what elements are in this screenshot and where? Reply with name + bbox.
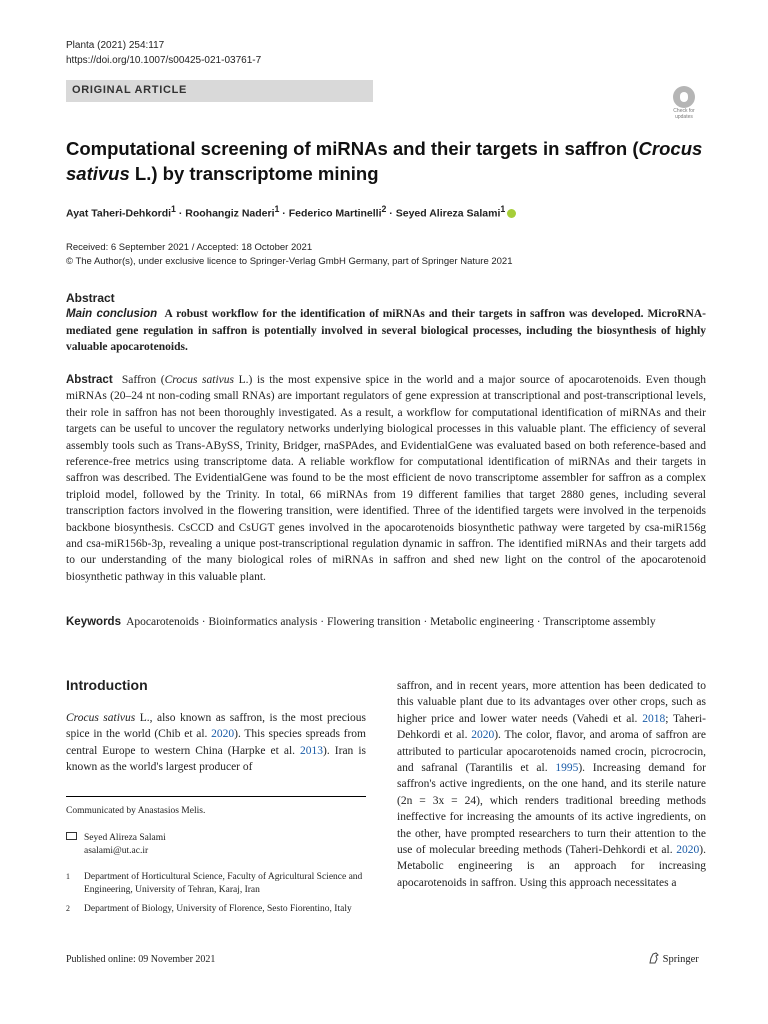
published-online: Published online: 09 November 2021 xyxy=(66,954,216,965)
publisher-name: Springer xyxy=(662,954,699,965)
author-list: Ayat Taheri-Dehkordi$^1$ · Roohangiz Naderi$^1$ · Federico Martinelli$^2$ · Seyed Alireza Salami$^1$ xyxy=(66,204,516,220)
corresponding-name: Seyed Alireza Salami xyxy=(84,833,166,843)
author-name[interactable]: Roohangiz Naderi xyxy=(185,207,275,220)
corresponding-email[interactable]: asalami@ut.ac.ir xyxy=(84,846,149,856)
keywords-label: Keywords xyxy=(66,616,121,628)
copyright-line: © The Author(s), under exclusive licence to Springer-Verlag GmbH Germany, part of Springer Nature 2021 xyxy=(66,256,513,267)
abstract-heading: Abstract xyxy=(66,291,115,305)
citation-link[interactable]: 2018 xyxy=(642,712,666,725)
orcid-icon[interactable] xyxy=(507,209,516,218)
affiliation-number: 2 xyxy=(66,904,70,913)
citation-link[interactable]: 1995 xyxy=(555,762,579,775)
citation-link[interactable]: 2020 xyxy=(211,728,235,741)
communicated-by: Communicated by Anastasios Melis. xyxy=(66,806,206,816)
author-name[interactable]: Seyed Alireza Salami xyxy=(395,207,501,220)
received-accepted: Received: 6 September 2021 / Accepted: 18 October 2021 xyxy=(66,242,313,253)
affiliation-2: Department of Biology, University of Florence, Sesto Fiorentino, Italy xyxy=(84,904,352,914)
main-conclusion: Main conclusion A robust workflow for the identification of miRNAs and their targets in saffron was developed. MicroRNA-mediated gene regulation in saffron is potentially involved in several biological processes, including the biosynthesis of highly valuable apocarotenoids. xyxy=(66,308,706,353)
abstract-body: Abstract Saffron (Crocus sativus L.) is the most expensive spice in the world and a major source of apocarotenoids. Even though miRNAs (20–24 nt non-coding small RNAs) are important regulators of gene expression at transcriptional and post-transcriptional levels, their role in saffron has not been thoroughly investigated. As a result, a workflow for computational identification of miRNAs and their targets can be useful to uncover the regulatory networks underlying biological processes in this valuable plant. The efficiency of several assembly tools such as Trans-ABySS, Trinity, Bridger, rnaSPAdes, and EvidentialGene was evaluated based on both reference-based and reference-free metrics using transcriptome data. A reliable workflow for computational identification of miRNAs and their targets in saffron was described. The EvidentialGene was found to be the most efficient de novo transcriptome assembler for saffron as a complex triploid model, followed by the Trinity. In total, 66 miRNAs from 19 different families that target 2880 genes, including several transcription factors involved in the flowering transition, were identified. Three of the identified targets were involved in the terpenoids backbone biosynthesis. CsCCD and CsUGT genes involved in the apocarotenoids biosynthetic pathway were targeted by csa-miR156g and csa-miR156b-3p, revealing a unique post-transcriptional regulation dynamic in saffron. The identified miRNAs and their targets add to our understanding of the many biological roles of miRNAs in saffron and shed new light on the control of the apocarotenoid biosynthetic pathway in this valuable plant. xyxy=(66,374,707,583)
journal-citation: Planta (2021) 254:117 xyxy=(66,40,165,51)
keywords: Keywords Apocarotenoids · Bioinformatics analysis · Flowering transition · Metabolic engineering · Transcriptome assembly xyxy=(66,616,656,628)
footnote-divider xyxy=(66,796,366,797)
article-dates xyxy=(66,241,513,269)
main-conclusion-label: Main conclusion xyxy=(66,308,158,320)
abstract-label: Abstract xyxy=(66,374,113,386)
author-name[interactable]: Ayat Taheri-Dehkordi xyxy=(66,207,172,220)
author-name[interactable]: Federico Martinelli xyxy=(288,207,382,220)
affiliation-number: 1 xyxy=(66,872,70,881)
intro-left-column: Crocus sativus L., also known as saffron, is the most precious spice in the world (Chib et al. 2020). This species spreads from central Europe to western China (Harpke et al. 2013). Iran is known as the world's largest producer of xyxy=(66,712,367,774)
article-type-banner xyxy=(66,80,373,102)
horse-logo-icon xyxy=(648,952,660,964)
doi-link[interactable]: https://doi.org/10.1007/s00425-021-03761-7 xyxy=(66,55,262,66)
springer-logo xyxy=(648,952,699,965)
intro-right-column: saffron, and in recent years, more attention has been dedicated to this valuable plant due to its advantages over other crops, such as higher price and lower water needs (Vahedi et al. 2018; Taheri-Dehkordi et al. 2020). The color, flavor, and aroma of saffron are attributed to particular apocarotenoids named crocin, picrocrocin, and safranal (Tarantilis et al. 1995). Increasing demand for saffron's active ingredients, on the one hand, and its sterile nature (2n = 3x = 24), which renders traditional breeding methods ineffective for increasing the amounts of its active ingredients, on the other, have prompted researchers to turn their attention to the use of molecular breeding methods (Taheri-Dehkordi et al. 2020). Metabolic engineering is an approach for increasing apocarotenoids in saffron. Using this approach necessitates a xyxy=(397,680,706,889)
check-for-updates-badge[interactable] xyxy=(664,86,704,124)
citation-link[interactable]: 2020 xyxy=(676,844,700,857)
bookmark-icon xyxy=(673,86,695,108)
article-title: Computational screening of miRNAs and their targets in saffron (Crocus sativus L.) by transcriptome mining xyxy=(66,138,703,184)
corresponding-author xyxy=(66,832,166,846)
affiliation-1: Department of Horticultural Science, Faculty of Agricultural Science and Engineering, University of Tehran, Karaj, Iran xyxy=(84,872,363,895)
introduction-heading: Introduction xyxy=(66,677,148,693)
envelope-icon xyxy=(66,832,77,840)
article-type-label: ORIGINAL ARTICLE xyxy=(72,84,188,96)
check-updates-label: Check for updates xyxy=(673,108,695,120)
citation-link[interactable]: 2020 xyxy=(471,729,495,742)
citation-link[interactable]: 2013 xyxy=(300,744,324,757)
